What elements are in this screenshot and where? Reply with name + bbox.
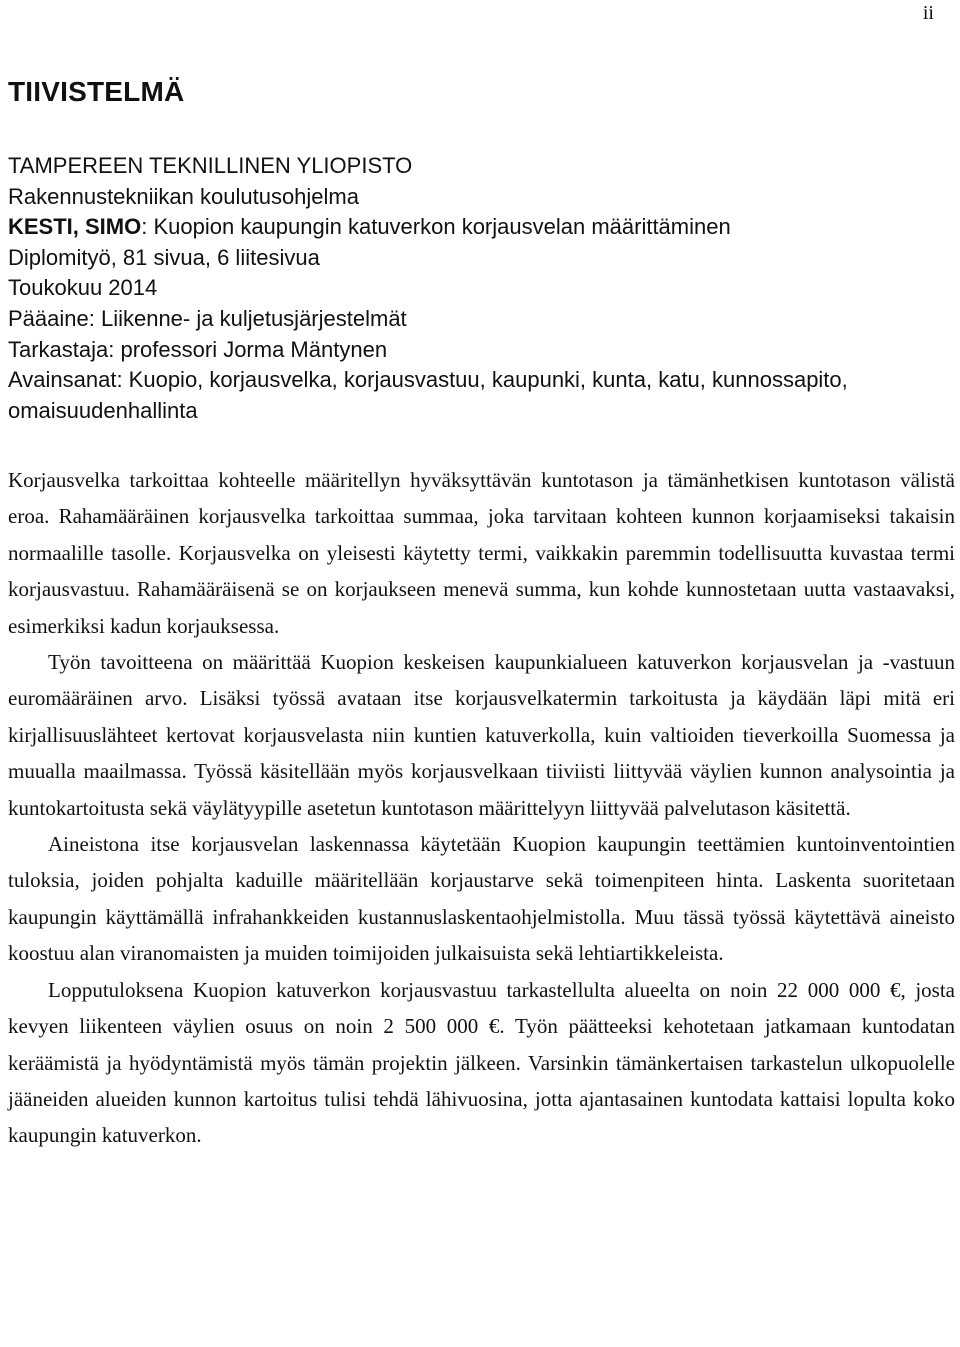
paragraph-2: Työn tavoitteena on määrittää Kuopion keskeisen kaupunkialueen katuverkon korjausvelan ja -vastuun euromääräinen arvo. Lisäksi työssä avataan itse korjausvelkatermin tarkoitusta ja käydään läpi mitä eri kirjallisuuslähteet kertovat korjausvelasta niin kuntien katuverkolla, kuin valtioiden tieverkoilla Suomessa ja muualla maailmassa. Työssä käsitellään myös korjausvelkaan tiiviisti liittyvää väylien kunnon analysointia ja kuntokartoitusta sekä väylätyypille asetetun kuntotason määrittelyyn liittyvää palvelutason käsitettä. [8, 650, 955, 820]
page-title: TIIVISTELMÄ [8, 76, 185, 107]
author-name: KESTI, SIMO [8, 214, 142, 240]
thesis-date: Toukokuu 2014 [8, 275, 158, 301]
abstract-body [8, 462, 955, 1154]
thesis-title: : Kuopion kaupungin katuverkon korjausvelan määrittäminen [141, 214, 731, 240]
thesis-info: Diplomityö, 81 sivua, 6 liitesivua [8, 244, 320, 270]
university-name: TAMPEREEN TEKNILLINEN YLIOPISTO [8, 153, 413, 178]
paragraph-4: Lopputuloksena Kuopion katuverkon korjausvastuu tarkastellulta alueelta on noin 22 000 000 €, josta kevyen liikenteen väylien osuus on noin 2 500 000 €. Työn päätteeksi kehotetaan jatkamaan kuntodatan keräämistä ja hyödyntämistä myös tämän projektin jälkeen. Varsinkin tämänkertaisen tarkastelun ulkopuolelle jääneiden alueiden kunnon kartoitus tulisi tehdä lähivuosina, jotta ajantasainen kuntodata kattaisi lopulta koko kaupungin katuverkon. [8, 977, 955, 1148]
degree-programme: Rakennustekniikan koulutusohjelma [8, 183, 359, 209]
thesis-metadata [8, 151, 956, 426]
page-number: ii [922, 2, 934, 24]
major-subject: Pääaine: Liikenne- ja kuljetusjärjestelmät [8, 305, 407, 331]
author-and-title [8, 212, 956, 243]
examiner: Tarkastaja: professori Jorma Mäntynen [8, 336, 388, 362]
keywords: Avainsanat: Kuopio, korjausvelka, korjausvastuu, kaupunki, kunta, katu, kunnossapito, omaisuudenhallinta [8, 367, 848, 423]
paragraph-1: Korjausvelka tarkoittaa kohteelle määritellyn hyväksyttävän kuntotason ja tämänhetkisen kuntotason välistä eroa. Rahamääräinen korjausvelka tarkoittaa summaa, joka tarvitaan kohteen kunnon korjaamiseksi takaisin normaalille tasolle. Korjausvelka on yleisesti käytetty termi, vaikkakin paremmin todellisuutta kuvastaa termi korjausvastuu. Rahamääräisenä se on korjaukseen menevä summa, kun kohde kunnostetaan uutta vastaavaksi, esimerkiksi kadun korjauksessa. [8, 468, 955, 638]
paragraph-3: Aineistona itse korjausvelan laskennassa käytetään Kuopion kaupungin teettämien kuntoinventointien tuloksia, joiden pohjalta kaduille määritellään korjaustarve sekä toimenpiteen hinta. Laskenta suoritetaan kaupungin käyttämällä infrahankkeiden kustannuslaskentaohjelmistolla. Muu tässä työssä käytettävä aineisto koostuu alan viranomaisten ja muiden toimijoiden julkaisuista sekä lehtiartikkeleista. [8, 832, 955, 966]
